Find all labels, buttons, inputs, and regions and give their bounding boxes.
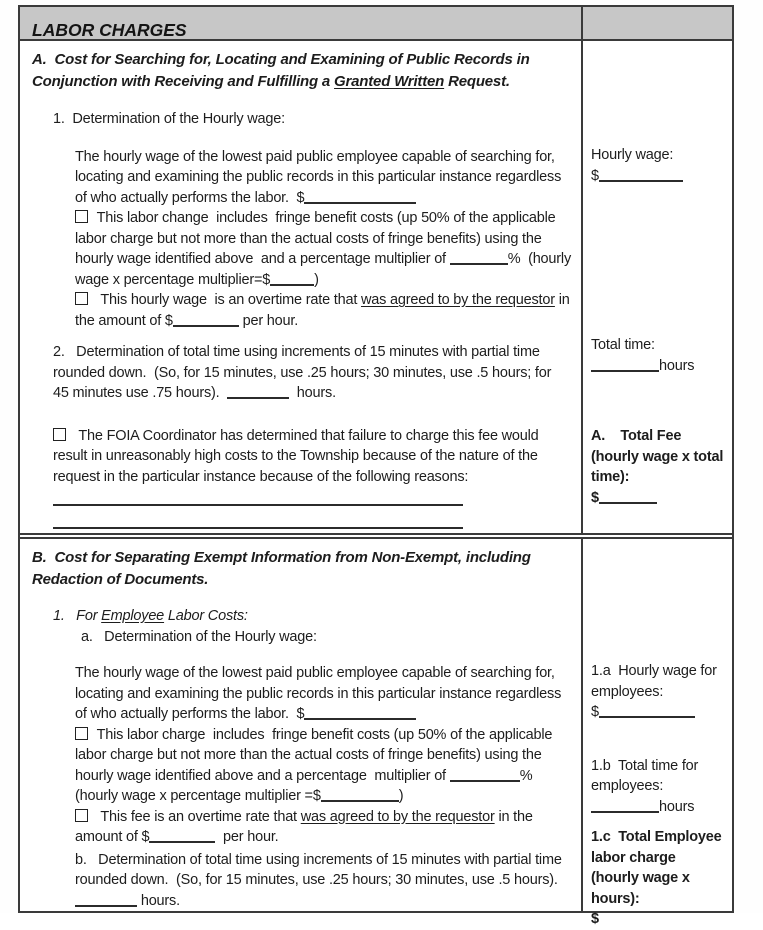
text-segment: $ — [591, 911, 599, 927]
text-segment: hours — [659, 798, 695, 815]
text-segment: % (hourly wage x percentage multiplier =$ — [75, 767, 537, 804]
section-a-foia-coordinator-paragraph — [53, 426, 559, 488]
text-segment: hours — [659, 357, 695, 374]
blank-fill-in-field[interactable] — [75, 905, 137, 907]
text-segment: hours. — [289, 385, 336, 401]
text-segment: 1. For — [53, 608, 102, 624]
text-segment: A. Cost for Searching for, Locating and Examining of Public Records in Conjunction with Receiving and Fulfilling a — [32, 51, 534, 90]
blank-fill-in-field[interactable] — [599, 180, 683, 182]
section-b-row — [20, 533, 732, 927]
text-segment: in the amount of $ — [75, 808, 537, 845]
text-segment: 1.b Total time for — [591, 757, 699, 774]
text-segment: labor charge — [591, 849, 676, 866]
text-segment: Hourly wage: — [591, 147, 674, 163]
text-segment: employees: — [591, 683, 664, 700]
text-segment: This labor charge includes fringe benefit costs (up 50% of the applicable labor charge but not more than the actual costs of fringe benefits) using the hourly wage identified above and a percentage multiplier of — [75, 726, 557, 784]
labor-charges-title: LABOR CHARGES — [20, 7, 583, 45]
text-segment: % (hourly wage x percentage multiplier=$ — [75, 251, 575, 288]
text-segment: Employee — [101, 608, 165, 624]
blank-fill-in-field[interactable] — [304, 718, 416, 720]
blank-fill-in-field[interactable] — [53, 504, 463, 506]
text-segment: A. Total Fee — [591, 428, 682, 444]
checkbox-icon[interactable] — [75, 809, 88, 822]
blank-fill-in-field[interactable] — [450, 780, 520, 782]
section-b-main-cell — [20, 539, 583, 911]
section-a-item-1 — [53, 109, 573, 130]
text-segment: in the amount of $ — [75, 292, 574, 329]
text-segment: ) — [398, 788, 404, 804]
field-1c-total-employee-labor-charge — [591, 827, 726, 930]
blank-fill-in-field[interactable] — [599, 502, 657, 504]
text-segment: The hourly wage of the lowest paid public employee capable of searching for, locating and examining the public records in this particular instance regardless of who actually performs the labor. $ — [75, 148, 565, 206]
section-a-hourly-wage-paragraph — [75, 147, 573, 332]
field-total-fee-a — [591, 426, 726, 508]
text-segment: 2. Determination of total time using increments of 15 minutes with partial time rounded down. (So, for 15 minutes, use .25 hours; 30 minutes, use .5 hours; for 45 minutes use .75 hours). — [53, 344, 556, 401]
text-segment: Granted Written — [334, 72, 445, 90]
text-segment: ) — [314, 271, 319, 288]
text-segment: 1.a Hourly wage for — [591, 663, 717, 679]
text-segment: was agreed to by the requestor — [300, 808, 495, 825]
text-segment: per hour. — [238, 312, 299, 329]
blank-fill-in-field[interactable] — [270, 284, 314, 286]
section-b-heading — [32, 547, 563, 590]
field-total-time — [591, 335, 726, 376]
text-segment: This labor change includes fringe benefit costs (up 50% of the applicable labor charge but not more than the actual costs of fringe benefits) using the hourly wage identified above and a percentage multiplier of — [75, 210, 560, 267]
checkbox-icon[interactable] — [53, 428, 66, 441]
text-segment: This fee is an overtime rate that — [93, 808, 301, 825]
labor-charges-table — [18, 5, 734, 927]
field-1b-total-time-employees — [591, 756, 726, 818]
section-a-fee-cell — [583, 41, 732, 533]
text-segment: This hourly wage is an overtime rate that — [93, 292, 361, 308]
blank-fill-in-field[interactable] — [321, 800, 399, 802]
reason-writing-line — [53, 513, 573, 533]
field-1a-hourly-wage-employees — [591, 661, 726, 723]
text-segment: was agreed to by the requestor — [360, 292, 555, 308]
text-segment: b. Determination of total time using increments of 15 minutes with partial time rounded down. (So, for 15 minutes, use .25 hours; 30 minutes, use .5 hours). — [75, 851, 566, 888]
text-segment: time): — [591, 469, 630, 485]
blank-fill-in-field[interactable] — [591, 370, 659, 372]
field-hourly-wage — [591, 145, 726, 186]
section-b-fee-cell — [583, 539, 732, 927]
section-a-heading — [32, 49, 563, 92]
table-header-row — [20, 7, 732, 41]
blank-fill-in-field[interactable] — [53, 527, 463, 529]
text-segment: $ — [591, 704, 599, 720]
text-segment: Total time: — [591, 337, 655, 353]
text-segment: 1.c Total Employee — [591, 829, 722, 845]
blank-fill-in-field[interactable] — [599, 716, 695, 718]
header-empty-cell — [583, 7, 732, 45]
text-segment: $ — [591, 489, 599, 506]
blank-fill-in-field[interactable] — [149, 841, 215, 843]
blank-fill-in-field[interactable] — [173, 325, 239, 327]
blank-fill-in-field[interactable] — [450, 263, 508, 265]
text-segment: 1. Determination of the Hourly wage: — [53, 111, 285, 127]
text-segment: (hourly wage x total — [591, 448, 724, 465]
checkbox-icon[interactable] — [75, 727, 88, 740]
section-a-row — [20, 41, 732, 533]
text-segment: Request. — [444, 72, 510, 90]
section-a-item-2 — [53, 342, 559, 404]
section-b-item-1a — [81, 627, 573, 648]
text-segment: per hour. — [215, 829, 279, 845]
text-segment: B. Cost for Separating Exempt Information from Non-Exempt, including Redaction of Documents. — [32, 549, 535, 588]
text-segment: a. Determination of the Hourly wage: — [81, 628, 317, 645]
text-segment: The FOIA Coordinator has determined that failure to charge this fee would result in unreasonably high costs to the Township because of the nature of the request in the particular instance because of the following reasons: — [53, 427, 543, 485]
blank-fill-in-field[interactable] — [304, 202, 416, 204]
checkbox-icon[interactable] — [75, 210, 88, 223]
section-b-item-1b-total-time — [75, 850, 573, 912]
text-segment: $ — [591, 167, 599, 184]
section-b-item-1-employee-labor — [53, 606, 573, 627]
checkbox-icon[interactable] — [75, 292, 88, 305]
text-segment: hours. — [137, 892, 180, 909]
text-segment: hours): — [591, 890, 640, 907]
text-segment: The hourly wage of the lowest paid public employee capable of searching for, locating and examining the public records in this particular instance regardless of who actually performs the labor. $ — [75, 665, 565, 722]
section-b-hourly-wage-paragraph — [75, 663, 573, 848]
blank-fill-in-field[interactable] — [591, 811, 659, 813]
text-segment: Labor Costs: — [164, 608, 248, 624]
text-segment: (hourly wage x — [591, 870, 690, 886]
section-a-main-cell — [20, 41, 583, 533]
reason-writing-line — [53, 490, 573, 510]
text-segment: employees: — [591, 778, 664, 794]
blank-fill-in-field[interactable] — [227, 397, 289, 399]
